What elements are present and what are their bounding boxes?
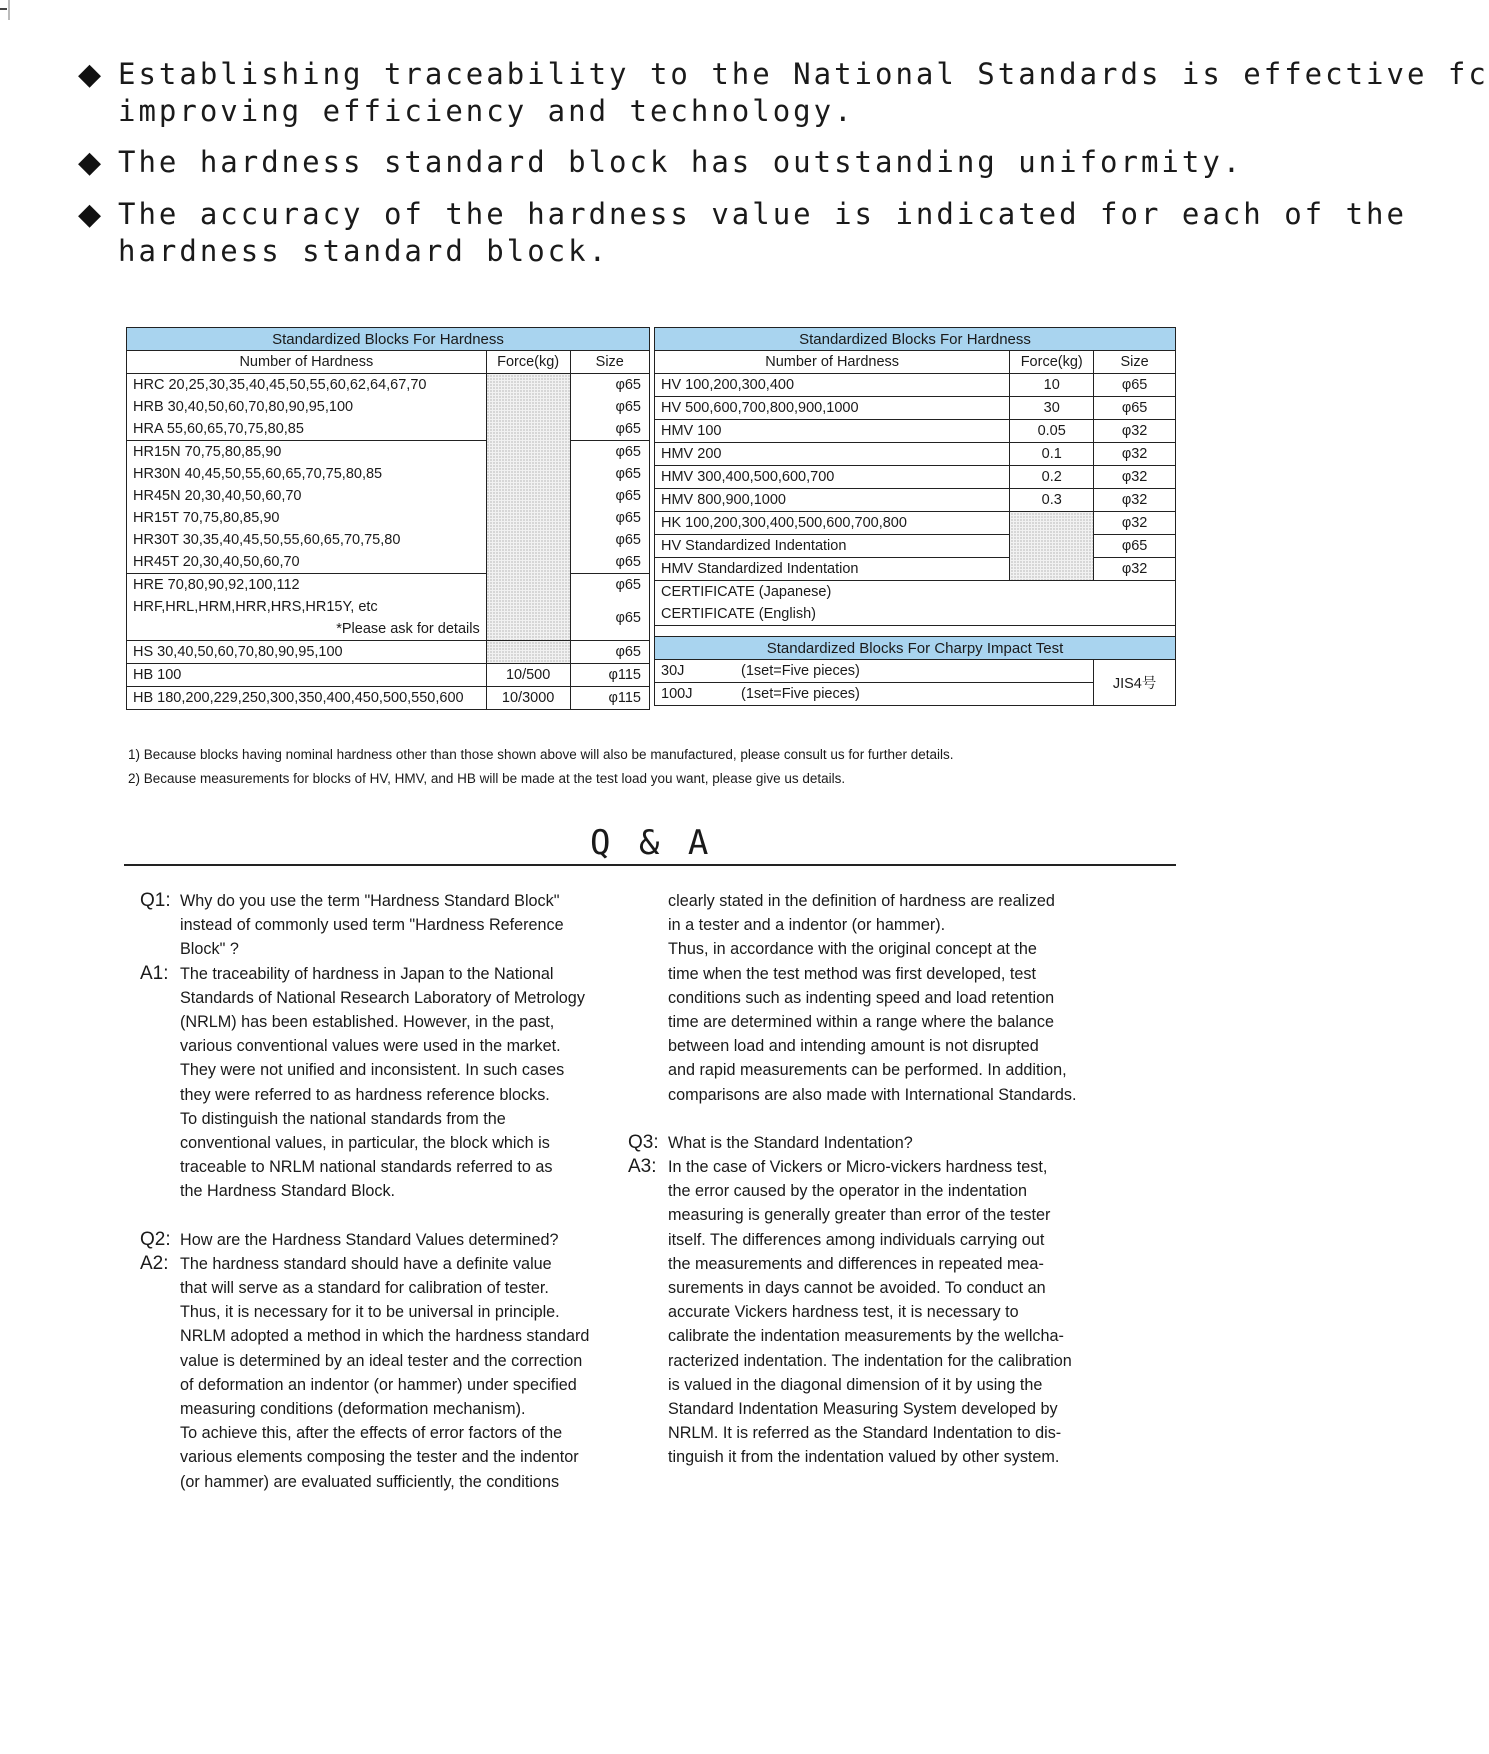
table-row bbox=[655, 420, 1176, 443]
size-cell: φ65 bbox=[1094, 374, 1176, 397]
hardness-scale-cell: HV 100,200,300,400 bbox=[655, 374, 1010, 397]
size-cell: φ65 bbox=[570, 551, 649, 574]
bullet-text: The hardness standard block has outstanding uniformity. bbox=[118, 145, 1244, 179]
table-row bbox=[127, 463, 650, 485]
table-row bbox=[127, 664, 650, 687]
q-label: Q2: bbox=[140, 1228, 171, 1250]
hardness-table-right bbox=[654, 327, 1176, 706]
a-text: In the case of Vickers or Micro-vickers hardness test, the error caused by the operator in the indentation measuring is generally greater than error of the tester itself. The differences among individuals carrying out the measurements and differences in repeated mea- surements in days cannot be avoided. To conduct an accurate Vickers hardness test, it is necessary to calibrate the indentation measurements by the wellcha- racterized indentation. The indentation for the calibration is valued in the diagonal dimension of it by using the Standard Indentation Measuring System developed by NRLM. It is referred as the Standard Indentation to dis- tinguish it from the indentation valued by other system. bbox=[668, 1158, 1072, 1467]
hardness-table-left bbox=[126, 327, 650, 710]
note-1: 1) Because blocks having nominal hardness other than those shown above will also be manufactured, please consult us for further details. bbox=[128, 747, 954, 762]
size-cell: φ115 bbox=[570, 687, 649, 710]
charpy-cell bbox=[655, 683, 1094, 706]
force-cell bbox=[1010, 512, 1094, 581]
table-row bbox=[127, 441, 650, 464]
table-row bbox=[655, 581, 1176, 604]
size-cell: φ115 bbox=[570, 664, 649, 687]
question-2 bbox=[140, 1228, 660, 1252]
table-row bbox=[655, 512, 1176, 535]
qa-column-right bbox=[628, 889, 1168, 1470]
q-label: Q3: bbox=[628, 1131, 659, 1153]
size-cell: φ65 bbox=[1094, 397, 1176, 420]
table-row bbox=[655, 489, 1176, 512]
hardness-scale-cell bbox=[127, 596, 487, 641]
qa-column-left bbox=[140, 889, 660, 1494]
size-cell: φ65 bbox=[570, 485, 649, 507]
table-row bbox=[127, 529, 650, 551]
hardness-scale-cell: HMV 200 bbox=[655, 443, 1010, 466]
col-header-number: Number of Hardness bbox=[655, 351, 1010, 374]
q-label: Q1: bbox=[140, 890, 171, 911]
table-row bbox=[127, 507, 650, 529]
table-notes bbox=[128, 743, 953, 791]
force-cell: 0.2 bbox=[1010, 466, 1094, 489]
size-cell: φ65 bbox=[570, 596, 649, 641]
size-cell: φ65 bbox=[570, 374, 649, 397]
hardness-scale-cell: HR30N 40,45,50,55,60,65,70,75,80,85 bbox=[127, 463, 487, 485]
bullet-item bbox=[78, 196, 1407, 270]
hardness-scale-cell: HS 30,40,50,60,70,80,90,95,100 bbox=[127, 641, 487, 664]
hardness-scale-cell: HB 100 bbox=[127, 664, 487, 687]
qa-heading: Q & A bbox=[590, 823, 713, 863]
size-cell: φ65 bbox=[1094, 535, 1176, 558]
q-text: What is the Standard Indentation? bbox=[668, 1133, 913, 1152]
question-3 bbox=[628, 1131, 1168, 1155]
table-row bbox=[127, 374, 650, 397]
col-header-force: Force(kg) bbox=[1010, 351, 1094, 374]
a-text: The traceability of hardness in Japan to the National Standards of National Research Laboratory of Metrology (NRLM) has been established. However, in the past, various conventional values were used in the market. They were not unified and inconsistent. In such cases they were referred to as hardness reference blocks. To distinguish the national standards from the conventional values, in particular, the block which is traceable to NRLM national standards referred to as the Hardness Standard Block. bbox=[180, 964, 585, 1201]
diamond-icon: ◆ bbox=[78, 146, 102, 179]
size-cell: φ32 bbox=[1094, 420, 1176, 443]
table-row bbox=[655, 374, 1176, 397]
certificate-cell: CERTIFICATE (Japanese) bbox=[655, 581, 1176, 604]
answer-1 bbox=[140, 962, 660, 1204]
hardness-scale-cell: HR30T 30,35,40,45,50,55,60,65,70,75,80 bbox=[127, 529, 487, 551]
size-cell: φ32 bbox=[1094, 466, 1176, 489]
hardness-scale-cell: HR45T 20,30,40,50,60,70 bbox=[127, 551, 487, 574]
table-row bbox=[127, 485, 650, 507]
table-title: Standardized Blocks For Hardness bbox=[655, 328, 1176, 351]
hardness-scale-cell: HMV Standardized Indentation bbox=[655, 558, 1010, 581]
size-cell: φ65 bbox=[570, 441, 649, 464]
note-2: 2) Because measurements for blocks of HV, HMV, and HB will be made at the test load you want, please give us details. bbox=[128, 771, 846, 786]
table-row bbox=[655, 466, 1176, 489]
edge-mark bbox=[0, 8, 7, 10]
charpy-set: (1set=Five pieces) bbox=[741, 686, 860, 702]
force-cell: 30 bbox=[1010, 397, 1094, 420]
q-text: Why do you use the term "Hardness Standard Block" instead of commonly used term "Hardness Reference Block" ? bbox=[180, 892, 564, 959]
charpy-set: (1set=Five pieces) bbox=[741, 663, 860, 679]
hardness-scale-cell: HRA 55,60,65,70,75,80,85 bbox=[127, 418, 487, 441]
col-header-size: Size bbox=[1094, 351, 1176, 374]
hardness-scale-cell: HRC 20,25,30,35,40,45,50,55,60,62,64,67,70 bbox=[127, 374, 487, 397]
hardness-scale-cell: HK 100,200,300,400,500,600,700,800 bbox=[655, 512, 1010, 535]
size-cell: φ65 bbox=[570, 463, 649, 485]
table-row bbox=[127, 641, 650, 664]
a-label: A1: bbox=[140, 962, 169, 984]
force-cell: 10/500 bbox=[486, 664, 570, 687]
bullet-item bbox=[78, 56, 1489, 130]
size-cell: φ65 bbox=[570, 641, 649, 664]
table-row bbox=[655, 397, 1176, 420]
hardness-scale-cell: HV Standardized Indentation bbox=[655, 535, 1010, 558]
col-header-size: Size bbox=[570, 351, 649, 374]
hardness-scale-cell: HV 500,600,700,800,900,1000 bbox=[655, 397, 1010, 420]
question-1 bbox=[140, 889, 660, 962]
answer-2 bbox=[140, 1252, 660, 1494]
col-header-force: Force(kg) bbox=[486, 351, 570, 374]
table-row bbox=[655, 443, 1176, 466]
force-cell bbox=[486, 641, 570, 664]
please-ask-note: *Please ask for details bbox=[336, 621, 480, 637]
a-text: The hardness standard should have a definite value that will serve as a standard for calibration of tester. Thus, it is necessary for it to be universal in principle. NRLM adopted a method in which the hardness standard value is determined by an ideal tester and the correction of deformation an indentor (or hammer) under specified measuring conditions (deformation mechanism). To achieve this, after the effects of error factors of the various elements composing the tester and the indentor (or hammer) are evaluated sufficiently, the conditions bbox=[180, 1254, 590, 1491]
force-cell: 10 bbox=[1010, 374, 1094, 397]
q-text: How are the Hardness Standard Values determined? bbox=[180, 1230, 559, 1249]
bullet-text: The accuracy of the hardness value is indicated for each of the hardness standard block. bbox=[118, 197, 1407, 268]
size-cell: φ65 bbox=[570, 396, 649, 418]
hardness-scale-cell: HMV 100 bbox=[655, 420, 1010, 443]
table-row bbox=[655, 603, 1176, 626]
table-row bbox=[127, 574, 650, 597]
size-cell: φ32 bbox=[1094, 489, 1176, 512]
force-cell: 0.1 bbox=[1010, 443, 1094, 466]
charpy-cell bbox=[655, 660, 1094, 683]
force-cell: 0.05 bbox=[1010, 420, 1094, 443]
hardness-scale-cell: HMV 300,400,500,600,700 bbox=[655, 466, 1010, 489]
bullet-list bbox=[78, 56, 1489, 284]
a-label: A2: bbox=[140, 1252, 169, 1274]
hardness-scale-cell: HR45N 20,30,40,50,60,70 bbox=[127, 485, 487, 507]
table-title: Standardized Blocks For Hardness bbox=[127, 328, 650, 351]
diamond-icon: ◆ bbox=[78, 198, 102, 231]
hardness-scale-cell: HR15N 70,75,80,85,90 bbox=[127, 441, 487, 464]
charpy-standard: JIS4号 bbox=[1094, 660, 1176, 706]
other-scales-text: HRF,HRL,HRM,HRR,HRS,HR15Y, etc bbox=[133, 599, 378, 615]
size-cell: φ65 bbox=[570, 574, 649, 597]
force-cell: 0.3 bbox=[1010, 489, 1094, 512]
size-cell: φ32 bbox=[1094, 558, 1176, 581]
diamond-icon: ◆ bbox=[78, 58, 102, 91]
table-row bbox=[655, 660, 1176, 683]
charpy-energy: 30J bbox=[661, 663, 685, 679]
table-row bbox=[655, 535, 1176, 558]
certificate-cell: CERTIFICATE (English) bbox=[655, 603, 1176, 626]
hardness-scale-cell: HB 180,200,229,250,300,350,400,450,500,550,600 bbox=[127, 687, 487, 710]
a-label: A3: bbox=[628, 1156, 657, 1178]
table-row bbox=[127, 596, 650, 641]
answer-2-continued: clearly stated in the definition of hardness are realized in a tester and a indentor (or hammer). Thus, in accordance with the original concept at the time when the test method was first developed, test conditions such as indenting speed and load retention time are determined within a range where the balance between load and intending amount is not disrupted and rapid measurements can be performed. In addition, comparisons are also made with International Standards. bbox=[668, 892, 1077, 1104]
bullet-text: Establishing traceability to the National Standards is effective fc improving efficiency and technology. bbox=[118, 57, 1489, 128]
size-cell: φ65 bbox=[570, 418, 649, 441]
table-row bbox=[127, 418, 650, 441]
col-header-number: Number of Hardness bbox=[127, 351, 487, 374]
hardness-scale-cell: HRB 30,40,50,60,70,80,90,95,100 bbox=[127, 396, 487, 418]
bullet-item bbox=[78, 144, 1244, 182]
size-cell: φ32 bbox=[1094, 512, 1176, 535]
table-row bbox=[127, 551, 650, 574]
edge-line bbox=[8, 0, 10, 20]
answer-3 bbox=[628, 1155, 1168, 1470]
size-cell: φ32 bbox=[1094, 443, 1176, 466]
table-row bbox=[655, 558, 1176, 581]
hardness-scale-cell: HR15T 70,75,80,85,90 bbox=[127, 507, 487, 529]
charpy-energy: 100J bbox=[661, 686, 693, 702]
charpy-title: Standardized Blocks For Charpy Impact Test bbox=[655, 637, 1176, 660]
table-row bbox=[127, 396, 650, 418]
hardness-scale-cell: HRE 70,80,90,92,100,112 bbox=[127, 574, 487, 597]
table-row bbox=[127, 687, 650, 710]
force-cell: 10/3000 bbox=[486, 687, 570, 710]
qa-divider bbox=[124, 864, 1176, 866]
size-cell: φ65 bbox=[570, 507, 649, 529]
spacer-cell bbox=[655, 626, 1176, 637]
size-cell: φ65 bbox=[570, 529, 649, 551]
force-cell bbox=[486, 374, 570, 641]
hardness-scale-cell: HMV 800,900,1000 bbox=[655, 489, 1010, 512]
